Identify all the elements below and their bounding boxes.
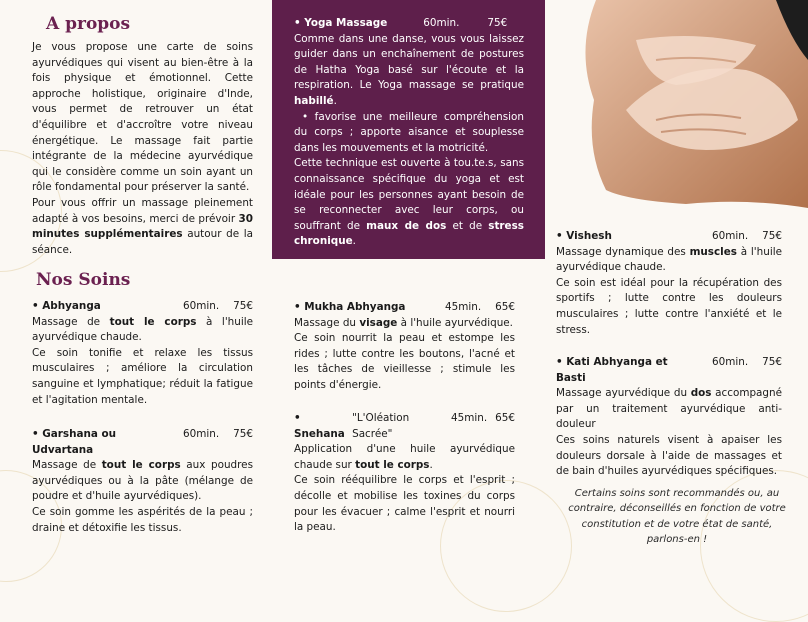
soin-duration: 60min. — [712, 356, 749, 368]
soin-price: 75€ — [762, 356, 782, 368]
soin-duration: 60min. — [183, 300, 220, 312]
yoga-massage-panel — [272, 0, 545, 259]
apropos-title: A propos — [46, 14, 131, 34]
soin-kati-abhyanga — [556, 355, 782, 480]
soin-duration: 60min. — [423, 17, 460, 29]
apropos-section — [32, 14, 253, 258]
text: Comme dans une danse, vous vous laissez guider dans un enchaînement de postures de Hatha Yoga basé sur l'écoute et la respiration. Le Yoga massage se pratique — [294, 32, 524, 92]
massage-hands-image — [566, 0, 808, 208]
text: Massage du — [294, 316, 360, 329]
soin-name: • Garshana ou Udvartana — [32, 428, 117, 456]
emphasis: dos — [690, 387, 712, 400]
soin-benefits: Ce soin nourrit la peau et estompe les rides ; lutte contre les boutons, l'acné et les tâches de vieillesse ; stimule les points d'énergie. — [294, 332, 515, 391]
emphasis: muscles — [689, 245, 737, 258]
emphasis: visage — [359, 316, 398, 329]
soin-garshana — [32, 427, 253, 536]
text: à l'huile ayurvédique chaude. — [32, 315, 254, 344]
soin-price: 65€ — [495, 412, 515, 424]
text: Massage ayurvédique du — [556, 387, 691, 400]
soin-name: • Mukha Abhyanga — [294, 301, 406, 313]
soin-duration: 45min. — [451, 412, 488, 424]
apropos-paragraph-1: Je vous propose une carte de soins ayurvédiques qui visent au bien-être à la fois physique et émotionnel. Cette approche holistique, originaire d'Inde, vous permet de retrouver un état d'équilibre et d'accroître votre niveau énergétique. Le massage fait partie intégrante de la médecine ayurvédique qui le considère comme un soin ayant un rôle fondamental pour préserver la santé. — [32, 41, 253, 194]
soin-benefits: Ce soin est idéal pour la récupération des sportifs ; lutte contre les douleurs musculaires ; lutte contre l'anxiété et le stress. — [556, 276, 782, 336]
soin-price: 75€ — [233, 428, 253, 440]
yoga-benefits: • favorise une meilleure compréhension du corps ; apporte aisance et souplesse dans les mouvements et la motricité. — [294, 110, 524, 154]
soin-vishesh — [556, 229, 782, 338]
soin-description — [32, 458, 253, 505]
emphasis: tout le corps — [355, 458, 430, 471]
text: Cette technique est ouverte à tou.te.s, sans connaissance spécifique du yoga et est idéale pour les personnes ayant besoin de se reconnecter avec leur corps, ou souffrant de — [294, 157, 524, 232]
soin-price: 75€ — [762, 230, 782, 242]
soin-name: • Abhyanga — [32, 300, 101, 312]
soin-price: 75€ — [487, 17, 508, 29]
emphasis: maux de dos — [366, 219, 447, 232]
soin-benefits: Ce soin gomme les aspérités de la peau ; draine et détoxifie les tissus. — [32, 505, 253, 534]
text: aux poudres ayurvédiques ou à la pâte (mélange de poudre et d'huile ayurvédiques). — [32, 459, 253, 503]
text: Application d'une huile ayurvédique chaude sur — [294, 443, 515, 471]
soin-subtitle: "L'Oléation Sacrée" — [352, 412, 410, 440]
soin-name: • Vishesh — [556, 230, 612, 242]
soins-title: Nos Soins — [36, 270, 131, 290]
soin-benefits: Ces soins naturels visent à apaiser les douleurs dorsale à l'aide de massages et de bain d'huiles ayurvédiques spécifiques. — [556, 433, 782, 478]
emphasis: stress chronique — [294, 219, 524, 248]
emphasis: tout le corps — [101, 459, 181, 472]
soin-price: 65€ — [495, 301, 515, 313]
text: . — [333, 94, 337, 107]
text: accompagné par un traitement ayurvédique anti-douleur — [556, 387, 782, 431]
text: Massage de — [32, 459, 102, 472]
soin-description — [556, 386, 782, 433]
text: à l'huile ayurvédique chaude. — [556, 245, 782, 274]
soin-duration: 60min. — [183, 428, 220, 440]
soin-description — [294, 316, 515, 332]
soin-name: • Snehana — [294, 412, 345, 440]
soin-duration: 45min. — [445, 301, 482, 313]
soin-price: 75€ — [233, 300, 253, 312]
soin-description — [556, 245, 782, 276]
soin-duration: 60min. — [712, 230, 749, 242]
soin-name: • Yoga Massage — [294, 17, 388, 29]
apropos-paragraph-2 — [32, 196, 253, 258]
massage-photo — [566, 0, 808, 208]
soin-description — [294, 442, 515, 473]
soin-mukha-abhyanga — [294, 300, 515, 394]
emphasis: habillé — [294, 94, 334, 107]
text: et de — [446, 219, 489, 232]
soin-abhyanga — [32, 299, 253, 408]
yoga-description — [294, 32, 524, 110]
emphasis: tout le corps — [109, 315, 197, 328]
text: . — [429, 458, 433, 471]
soin-benefits: Ce soin rééquilibre le corps et l'esprit ; décolle et mobilise les toxines du corps pour les évacuer ; calme l'esprit et nourri la peau. — [294, 474, 515, 534]
soin-name: • Kati Abhyanga et Basti — [556, 356, 668, 384]
apropos-p2-end: autour de la séance. — [32, 228, 253, 256]
soin-snehana — [294, 411, 515, 536]
text: Massage de — [32, 315, 110, 328]
text: . — [352, 235, 356, 248]
soin-benefits: Ce soin tonifie et relaxe les tissus musculaires ; améliore la circulation sanguine et lymphatique; réduit la fatigue et l'agitation mentale. — [32, 346, 253, 406]
apropos-p2-text: Pour vous offrir un massage pleinement adapté à vos besoins, merci de prévoir — [32, 196, 253, 225]
soin-description — [32, 315, 253, 346]
yoga-audience — [294, 156, 524, 250]
apropos-p2-emphasis: 30 minutes supplémentaires — [32, 212, 253, 241]
text: Massage dynamique des — [556, 245, 690, 258]
recommendation-note: Certains soins sont recommandés ou, au contraire, déconseillés en fonction de votre constitution et de votre état de santé, parlons-en ! — [568, 488, 786, 546]
text: à l'huile ayurvédique. — [397, 316, 513, 329]
